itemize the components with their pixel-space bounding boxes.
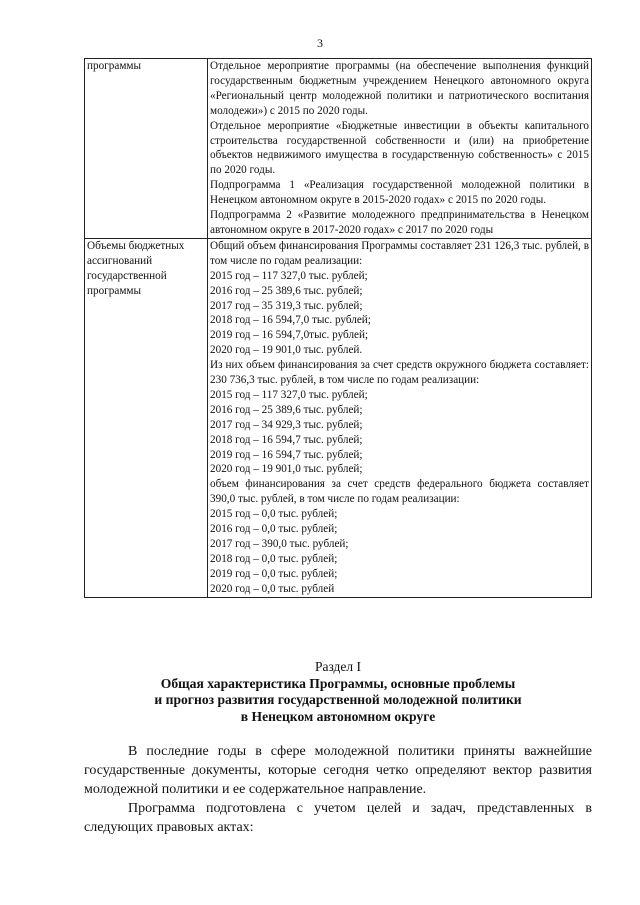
year-amount: 2017 год – 35 319,3 тыс. рублей;	[210, 299, 363, 312]
year-amount: 2016 год – 0,0 тыс. рублей;	[210, 523, 338, 536]
label-line: программы	[87, 284, 141, 297]
year-amount: 2015 год – 0,0 тыс. рублей;	[210, 508, 338, 521]
table-row	[85, 59, 592, 239]
subprogram-paragraph: Подпрограмма 2 «Развитие молодежного предпринимательства в Ненецком автономном округе в 2017-2020 годах» с 2017 по 2020 годы	[210, 209, 589, 236]
page-number: 3	[317, 36, 323, 50]
label-line: государственной	[87, 269, 167, 282]
body-paragraph: Программа подготовлена с учетом целей и задач, представленных в следующих правовых актах:	[84, 801, 592, 835]
subprogram-paragraph: Подпрограмма 1 «Реализация государственной молодежной политики в Ненецком автономном округе в 2015-2020 годах» с 2015 по 2020 годы.	[210, 179, 589, 207]
row-label-program: программы	[85, 59, 208, 239]
section-title-line: в Ненецком автономном округе	[240, 708, 436, 724]
row-content-budget-volume	[208, 238, 592, 597]
activity-paragraph: Отдельное мероприятие программы (на обеспечение выполнения функций государственным бюджетным учреждением Ненецкого автономного округа «Региональный центр молодежной политики и патриотического воспитания молодежи») с 2015 по 2020 годы.	[210, 60, 589, 117]
section-title-line: и прогноз развития государственной молодежной политики	[154, 692, 522, 708]
year-amount: 2020 год – 19 901,0 тыс. рублей.	[210, 344, 363, 357]
activity-paragraph: Отдельное мероприятие «Бюджетные инвестиции в объекты капитального строительства государственной собственности и (или) на приобретение объектов недвижимого имущества в государственную собственность» с 2015 по 2020 годы.	[210, 119, 589, 177]
year-amount: 2018 год – 16 594,7,0 тыс. рублей;	[210, 314, 371, 327]
section-title	[84, 676, 592, 725]
year-amount: 2017 год – 34 929,3 тыс. рублей;	[210, 418, 363, 431]
total-financing-intro: Общий объем финансирования Программы составляет 231 126,3 тыс. рублей, в том числе по годам реализации:	[210, 239, 589, 267]
year-amount: 2019 год – 16 594,7,0тыс. рублей;	[210, 329, 369, 342]
year-amount: 2019 год – 0,0 тыс. рублей;	[210, 567, 338, 580]
year-amount: 2018 год – 0,0 тыс. рублей;	[210, 552, 338, 565]
year-amount: 2018 год – 16 594,7 тыс. рублей;	[210, 433, 363, 446]
year-amount: 2020 год – 0,0 тыс. рублей	[210, 582, 335, 595]
year-amount: 2017 год – 390,0 тыс. рублей;	[210, 538, 349, 550]
table-row	[85, 238, 592, 597]
year-amount: 2016 год – 25 389,6 тыс. рублей;	[210, 403, 363, 416]
program-passport-table	[84, 58, 592, 598]
year-amount: 2019 год – 16 594,7 тыс. рублей;	[210, 448, 363, 461]
row-content-program-activities	[208, 59, 592, 239]
row-label-budget-volume	[85, 238, 208, 597]
okrug-budget-intro: Из них объем финансирования за счет средств окружного бюджета составляет: 230 736,3 тыс. рублей, в том числе по годам реализации:	[210, 359, 589, 387]
year-amount: 2016 год – 25 389,6 тыс. рублей;	[210, 284, 363, 297]
federal-budget-intro: объем финансирования за счет средств федерального бюджета составляет 390,0 тыс. рублей, в том числе по годам реализации:	[210, 478, 589, 506]
label-line: Объемы бюджетных	[87, 239, 185, 252]
year-amount: 2020 год – 19 901,0 тыс. рублей;	[210, 463, 363, 476]
year-amount: 2015 год – 117 327,0 тыс. рублей;	[210, 269, 368, 282]
section-label: Раздел I	[314, 659, 362, 674]
year-amount: 2015 год – 117 327,0 тыс. рублей;	[210, 388, 368, 401]
label-line: ассигнований	[87, 254, 153, 267]
section-title-line: Общая характеристика Программы, основные проблемы	[160, 676, 516, 691]
body-text	[84, 742, 592, 837]
body-paragraph: В последние годы в сфере молодежной политики приняты важнейшие государственные документы, которые сегодня четко определяют вектор развития молодежной политики и ее содержательное направление.	[84, 744, 592, 797]
